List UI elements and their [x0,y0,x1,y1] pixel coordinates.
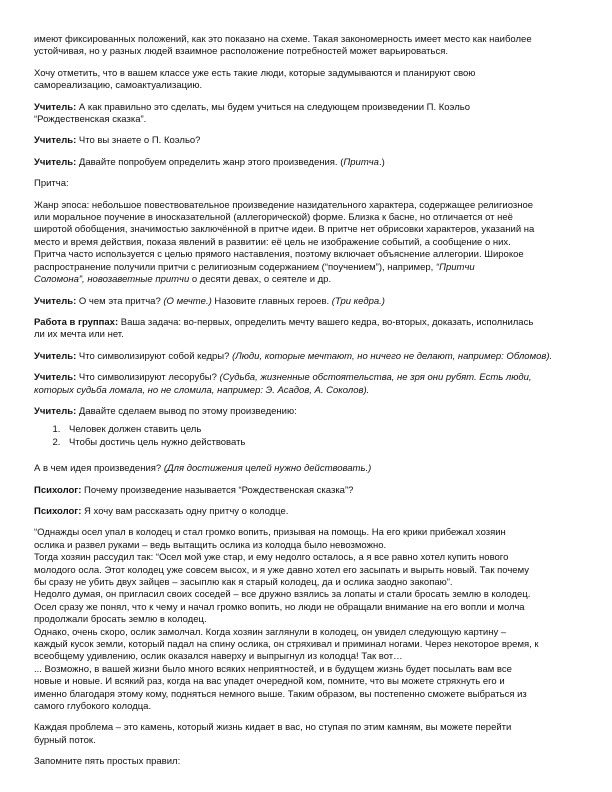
story-line: самого глубокого колодца. [34,701,152,713]
text-line: Хочу отметить, что в вашем классе уже есть такие люди, которые задумываются и планируют свою [34,67,476,79]
text-fragment: о десяти девах, о сеятеле и др. [189,274,332,286]
story-line: Тогда хозяин рассудил так: “Осел мой уже стар, и ему недолго осталось, а я все равно хотел купить нового [34,552,509,564]
text-line: А как правильно это сделать, мы будем учиться на следующем произведении П. Коэльо [76,101,470,113]
paragraph-teacher-coelho-intro [34,102,574,127]
document-page [34,34,574,778]
story-line: ослика и развел руками – ведь вытащить ослика из колодца было невозможно. [34,539,387,551]
text-line: Притча: [34,178,69,190]
speaker-label: Учитель: [34,350,77,362]
list-item: 1. Человек должен ставить цель [63,424,574,436]
text-line: Притча часто используется с целью прямого наставления, поэтому включает объяснение аллегории. Широкое [34,249,524,261]
story-line: всеобщему удивлению, ослик оказался наверху и выпрыгнул из колодца! Так вот… [34,651,403,663]
answer-italic: Притча [343,156,379,168]
text-line: самореализацию, самоактуализацию. [34,80,203,92]
paragraph-idea [34,463,574,475]
paragraph-needs-positions [34,34,574,59]
paragraph-class-note [34,68,574,93]
answer-italic: которых судьба ломала, но не сломила, например: Э. Асадов, А. Соколов). [34,384,370,396]
answer-italic: (Для достижения целей нужно действовать.) [163,463,372,475]
text-fragment: Назовите главных героев. [211,295,332,307]
answer-italic: (Судьба, жизненные обстоятельства, не зря они рубят. Есть люди, [219,372,532,384]
paragraph-five-rules [34,756,574,768]
answer-italic: (Люди, которые мечтают, но ничего не делают, например: Обломов). [232,350,553,362]
donkey-well-story [34,527,574,713]
speaker-label: Учитель: [34,101,77,113]
paragraph-teacher-cedars [34,351,574,363]
text-line: Запомните пять простых правил: [34,756,181,768]
text-line: Давайте сделаем вывод по этому произведению: [76,405,297,417]
paragraph-group-work [34,317,574,342]
paragraph-psychologist-well [34,506,574,518]
text-fragment: Что символизируют лесорубы? [76,372,220,384]
text-fragment: распространение получили притчи с религиозным содержанием (“поучением”), например, [34,261,436,273]
text-line: Каждая проблема – это камень, который жизнь кидает в вас, но ступая по этим камням, вы можете перейти [34,722,512,734]
story-line: молодого осла. Этот колодец уже совсем высох, и я уже давно хотел его засыпать и вырыть новый. Так почему [34,564,529,576]
text-fragment-italic: Соломона”, новозаветные притчи [34,274,190,286]
story-line: бы сразу не убить двух зайцев – засыплю как я старый колодец, да и ослика заодно закопаю”. [34,577,453,588]
speaker-label: Психолог: [34,484,82,496]
text-line: .) [378,156,385,168]
text-line: широтой обобщения, значимостью заключённой в притче идеи. В притче нет обрисовки характеров, указаний на [34,224,535,236]
speaker-label: Учитель: [34,372,77,384]
text-line: Я хочу вам рассказать одну притчу о колодце. [81,505,289,517]
text-fragment: О чем эта притча? [76,295,164,307]
text-line: устойчивая, но у разных людей взаимное расположение потребностей может варьироваться. [34,46,448,58]
paragraph-psychologist-title [34,485,574,497]
text-line: Давайте попробуем определить жанр этого произведения. ( [76,156,344,168]
answer-italic: (О мечте.) [163,295,212,307]
text-line: “Рождественская сказка”. [34,114,147,126]
story-line: новые и новые. И всякий раз, когда на вас упадет очередной ком, помните, что вы можете стряхнуть его и [34,676,505,688]
paragraph-parable-heading [34,178,574,190]
story-line: “Однажды осел упал в колодец и стал громко вопить, призывая на помощь. На его крики прибежал хозяин [34,527,506,539]
text-fragment: А в чем идея произведения? [34,463,164,475]
speaker-label: Работа в группах: [34,316,119,328]
text-line: Что вы знаете о П. Коэльо? [76,135,201,147]
text-line: имеют фиксированных положений, как это показано на схеме. Такая закономерность имеет место как наиболее [34,34,532,45]
paragraph-teacher-genre [34,157,574,169]
paragraph-parable-definition [34,200,574,287]
text-line: бурный поток. [34,734,96,746]
text-line: Почему произведение называется “Рождественская сказка”? [81,484,354,496]
text-line: ли их мечта или нет. [34,329,124,341]
text-line: место и время действия, показа явлений в развитии: её цель не изображение событий, а сообщение о них. [34,236,511,248]
answer-italic: (Три кедра.) [331,295,385,307]
story-line: Недолго думая, он пригласил своих соседей – все дружно взялись за лопаты и стали бросать землю в колодец. [34,589,531,601]
text-fragment: Что символизируют собой кедры? [76,350,233,362]
speaker-label: Учитель: [34,405,77,417]
text-fragment-italic: “Притчи [435,261,475,273]
paragraph-teacher-dream [34,296,574,308]
paragraph-teacher-question [34,135,574,147]
list-item: 2. Чтобы достичь цель нужно действовать [63,437,574,449]
text-line: или моральное поучение в иносказательной (аллегорической) форме. Близка к басне, но отличается от неё [34,212,513,224]
text-line [34,274,574,286]
story-line: ... Возможно, в вашей жизни было много всяких неприятностей, и в будущем жизнь будет посылать вам все [34,663,512,675]
text-line [34,262,574,274]
story-line: продолжали бросать землю в колодец. [34,614,207,626]
paragraph-teacher-conclusion [34,406,574,418]
speaker-label: Психолог: [34,505,82,517]
story-line: Осел сразу же понял, что к чему и начал громко вопить, но люди не обращали внимание на его вопли и молча [34,601,525,613]
text-line: Ваша задача: во-первых, определить мечту вашего кедра, во-вторых, доказать, исполнилась [118,316,534,328]
paragraph-teacher-lumberjacks [34,372,574,397]
story-line: Однако, очень скоро, ослик замолчал. Когда хозяин заглянули в колодец, он увидел следующую картину – [34,626,507,638]
story-line: каждый кусок земли, который падал на спину ослика, он стряхивал и приминал ногами. Через некоторое время, к [34,639,539,651]
paragraph-problem-stone [34,722,574,747]
speaker-label: Учитель: [34,135,77,147]
story-line: именно благодаря этому кому, подняться немного выше. Таким образом, вы постепенно сможете выбраться из [34,688,527,700]
conclusion-list [34,424,574,449]
speaker-label: Учитель: [34,295,77,307]
speaker-label: Учитель: [34,156,77,168]
text-line: Жанр эпоса: небольшое повествовательное произведение назидательного характера, содержащее религиозное [34,199,534,211]
